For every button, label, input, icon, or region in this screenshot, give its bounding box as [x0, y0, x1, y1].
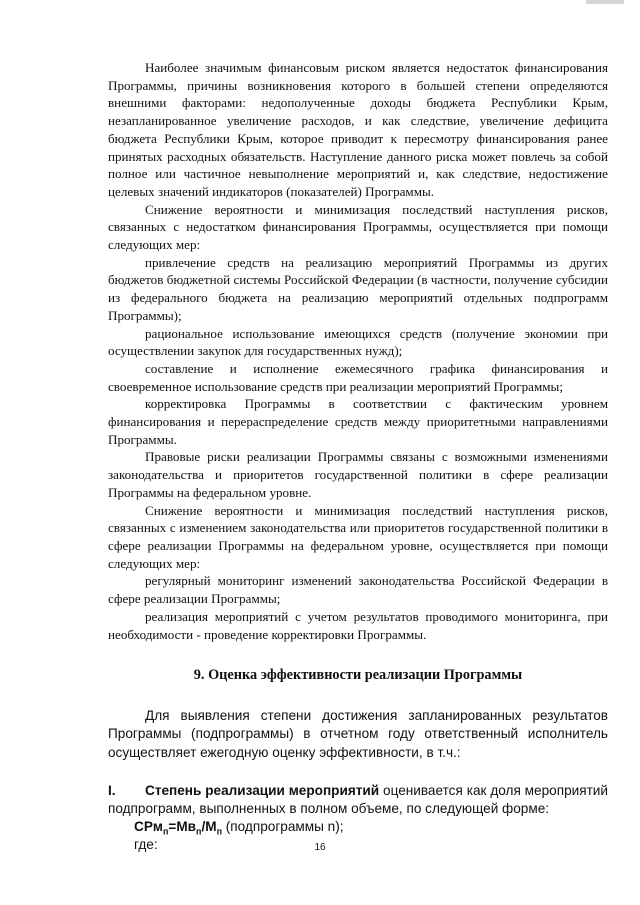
page-content: [108, 59, 608, 855]
evaluation-section: [108, 707, 608, 854]
item-text: оценивается как доля мероприятий подпрограмм, выполненных в полном объеме, по следующей форме:: [108, 782, 608, 817]
paragraph: реализация мероприятий с учетом результатов проводимого мониторинга, при необходимости - проведение корректировки Программы.: [108, 608, 608, 642]
paragraph: привлечение средств на реализацию мероприятий Программы из других бюджетов бюджетной системы Российской Федерации (в частности, получение субсидии из федерального бюджета на реализацию мероприятий отдельных подпрограмм Программы);: [108, 254, 608, 323]
paragraph: составление и исполнение ежемесячного графика финансирования и своевременное использование средств при реализации мероприятий Программы;: [108, 360, 608, 394]
intro-paragraph: Для выявления степени достижения запланированных результатов Программы (подпрограммы) в отчетном году ответственный исполнитель осуществляет ежегодную оценку эффективности, в т.ч.:: [108, 708, 608, 760]
paragraph: Правовые риски реализации Программы связаны с возможными изменениями законодательства и приоритетов государственной политики в сфере реализации Программы на федеральном уровне.: [108, 449, 608, 500]
formula-note: (подпрограммы n);: [222, 819, 344, 835]
paragraph: регулярный мониторинг изменений законодательства Российской Федерации в сфере реализации Программы;: [108, 573, 608, 607]
paragraph: Наиболее значимым финансовым риском является недостаток финансирования Программы, причины возникновения которого в большей степени определяются внешними факторами: недополученные доходы бюджета Республики Крым, незапланированное увеличение расходов, и как следствие, увеличение дефицита бюджета Республики Крым, которое приводит к пересмотру финансирования ранее принятых расходных обязательств. Наступление данного риска может повлечь за собой полное или частичное невыполнение мероприятий и, как следствие, недостижение целевых значений индикаторов (показателей) Программы.: [108, 60, 608, 199]
formula-expression: $СРм_п=Мв_п/М_п$: [134, 819, 222, 837]
formula: [108, 818, 608, 836]
page-number: 16: [314, 842, 326, 853]
item-numeral: I.: [108, 782, 116, 798]
risk-section: [108, 59, 608, 643]
section-heading: 9. Оценка эффективности реализации Программы: [193, 667, 523, 684]
paragraph: рациональное использование имеющихся средств (получение экономии при осуществлении закупок для государственных нужд);: [108, 325, 608, 359]
paragraph: корректировка Программы в соответствии с фактическим уровнем финансирования и перераспределение средств между приоритетными направлениями Программы.: [108, 396, 608, 447]
paragraph: Снижение вероятности и минимизация последствий наступления рисков, связанных с недостатком финансирования Программы, осуществляется при помощи следующих мер:: [108, 201, 608, 253]
item-title: Степень реализации мероприятий: [145, 782, 380, 798]
paragraph: Снижение вероятности и минимизация последствий наступления рисков, связанных с изменением законодательства или приоритетов государственной политики в сфере реализации Программы на федеральном уровне, осуществляется при помощи следующих мер:: [108, 502, 608, 571]
list-item: [108, 782, 608, 818]
scan-corner-mark: [586, 0, 624, 4]
where-label: где:: [134, 837, 158, 853]
